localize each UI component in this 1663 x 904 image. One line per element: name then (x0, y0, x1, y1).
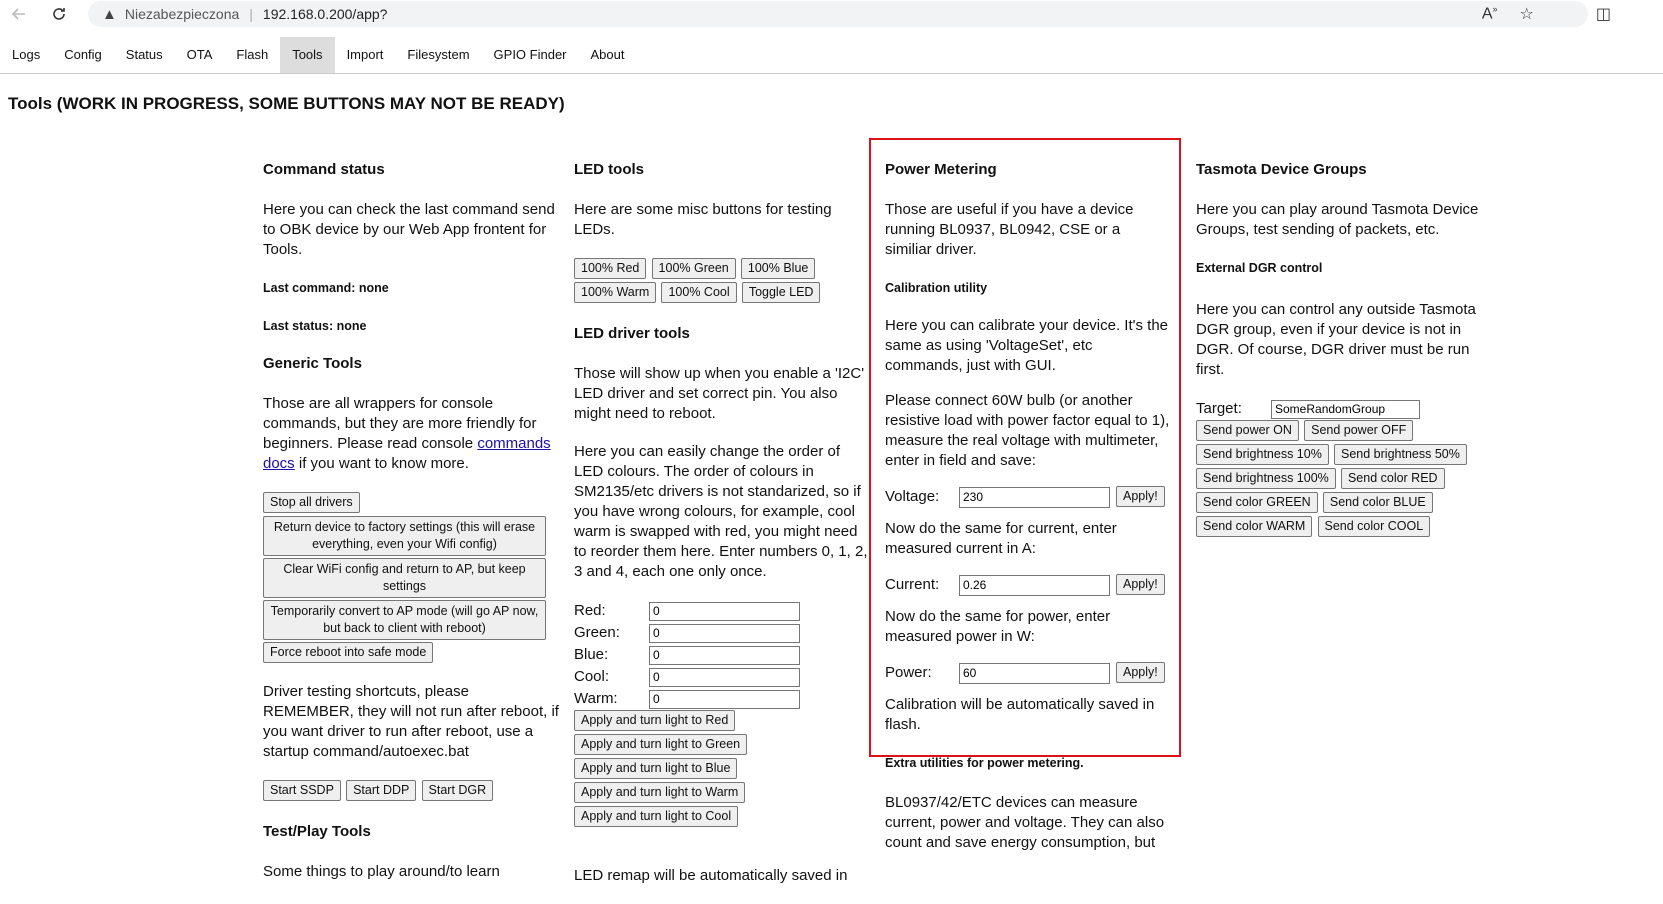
address-bar[interactable] (88, 1, 1588, 27)
led-tools-desc: Here are some misc buttons for testing LEDs. (574, 201, 832, 238)
safe-mode-reboot-button[interactable]: Force reboot into safe mode (263, 642, 433, 663)
start-dgr-button[interactable]: Start DGR (422, 780, 494, 801)
tab-filesystem[interactable]: Filesystem (407, 47, 470, 62)
address-separator: | (249, 6, 253, 22)
power-input[interactable] (959, 663, 1110, 684)
toggle-led-button[interactable]: Toggle LED (742, 282, 821, 303)
led-green-button[interactable]: 100% Green (652, 258, 736, 279)
ap-mode-button[interactable]: Temporarily convert to AP mode (will go AP now, but back to client with reboot) (263, 600, 546, 640)
external-dgr-desc: Here you can control any outside Tasmota DGR group, even if your device is not in DGR. Of course, DGR driver must be run first. (1196, 301, 1476, 378)
factory-reset-button[interactable]: Return device to factory settings (this will erase everything, even your Wifi config) (263, 516, 546, 556)
current-apply-button[interactable]: Apply! (1116, 574, 1165, 595)
voltage-apply-button[interactable]: Apply! (1116, 486, 1165, 507)
led-red-button[interactable]: 100% Red (574, 258, 646, 279)
reload-icon[interactable] (46, 1, 72, 27)
current-input[interactable] (959, 575, 1110, 596)
external-dgr-heading: External DGR control (1196, 261, 1323, 275)
blue-order-input[interactable] (649, 646, 800, 665)
start-ddp-button[interactable]: Start DDP (346, 780, 416, 801)
warm-order-input[interactable] (649, 690, 800, 709)
tab-tools[interactable]: Tools (280, 37, 334, 73)
led-driver-tools-heading: LED driver tools (574, 325, 690, 342)
send-brightness-10-button[interactable]: Send brightness 10% (1196, 444, 1329, 465)
last-command-text: Last command: none (263, 281, 389, 295)
power-desc: Now do the same for power, enter measured power in W: (885, 608, 1111, 645)
start-ssdp-button[interactable]: Start SSDP (263, 780, 341, 801)
send-power-on-button[interactable]: Send power ON (1196, 420, 1299, 441)
generic-tools-desc (263, 394, 559, 474)
apply-green-button[interactable]: Apply and turn light to Green (574, 734, 747, 755)
warm-order-label: Warm: (574, 690, 618, 707)
test-play-heading: Test/Play Tools (263, 823, 371, 840)
green-order-input[interactable] (649, 624, 800, 643)
cool-order-label: Cool: (574, 668, 610, 685)
clear-wifi-button[interactable]: Clear WiFi config and return to AP, but keep settings (263, 558, 546, 598)
blue-order-label: Blue: (574, 646, 609, 663)
led-cool-button[interactable]: 100% Cool (661, 282, 736, 303)
apply-warm-button[interactable]: Apply and turn light to Warm (574, 782, 745, 803)
commands-docs-link[interactable]: commands docs (263, 435, 551, 472)
current-label: Current: (885, 576, 940, 593)
tab-about[interactable]: About (590, 47, 625, 62)
power-metering-desc: Those are useful if you have a device running BL0937, BL0942, CSE or a similiar driver. (885, 201, 1134, 258)
voltage-label: Voltage: (885, 488, 940, 505)
voltage-input[interactable] (959, 487, 1110, 508)
apply-cool-button[interactable]: Apply and turn light to Cool (574, 806, 738, 827)
command-status-column (263, 160, 559, 900)
calibration-saved-note: Calibration will be automatically saved in flash. (885, 696, 1155, 733)
led-driver-desc: Those will show up when you enable a 'I2C' LED driver and set correct pin. You also might need to reboot. (574, 365, 865, 422)
apply-red-button[interactable]: Apply and turn light to Red (574, 710, 735, 731)
page-title: Tools (WORK IN PROGRESS, SOME BUTTONS MAY NOT BE READY) (8, 94, 565, 113)
send-color-red-button[interactable]: Send color RED (1341, 468, 1445, 489)
green-order-label: Green: (574, 624, 620, 641)
tab-ota[interactable]: OTA (186, 47, 213, 62)
tab-config[interactable]: Config (64, 47, 102, 62)
apply-blue-button[interactable]: Apply and turn light to Blue (574, 758, 737, 779)
led-blue-button[interactable]: 100% Blue (741, 258, 815, 279)
extra-utilities-desc: BL0937/42/ETC devices can measure current, power and voltage. They can also count and save energy consumption, but (885, 794, 1165, 851)
red-order-label: Red: (574, 602, 606, 619)
favorite-star-icon[interactable]: ☆ (1519, 6, 1534, 23)
generic-desc-text: Those are all wrappers for console commands, but they are more friendly for beginners. Please read console (263, 395, 537, 452)
led-order-desc: Here you can easily change the order of LED colours. The order of colours in SM2135/etc drivers is not standarized, so if you have wrong colours, for example, cool warm is swapped with red, you might need to reorder them here. Enter numbers 0, 1, 2, 3 and 4, each one only once. (574, 443, 868, 580)
app-tab-bar (0, 37, 1663, 74)
device-groups-desc: Here you can play around Tasmota Device Groups, test sending of packets, etc. (1196, 201, 1479, 238)
driver-testing-desc: Driver testing shortcuts, please REMEMBER, they will not run after reboot, if you want driver to run after reboot, use a startup command/autoexec.bat (263, 683, 559, 760)
generic-tools-heading: Generic Tools (263, 355, 362, 372)
tab-status[interactable]: Status (125, 47, 163, 62)
send-color-blue-button[interactable]: Send color BLUE (1323, 492, 1433, 513)
command-status-heading: Command status (263, 161, 385, 178)
send-brightness-100-button[interactable]: Send brightness 100% (1196, 468, 1336, 489)
read-aloud-icon[interactable]: A» (1481, 4, 1498, 23)
led-warm-button[interactable]: 100% Warm (574, 282, 656, 303)
send-color-warm-button[interactable]: Send color WARM (1196, 516, 1312, 537)
cool-order-input[interactable] (649, 668, 800, 687)
device-groups-heading: Tasmota Device Groups (1196, 161, 1367, 178)
tab-gpio-finder[interactable]: GPIO Finder (493, 47, 567, 62)
power-label: Power: (885, 664, 932, 681)
command-status-desc: Here you can check the last command send to OBK device by our Web App frontent for Tools. (263, 201, 555, 258)
led-tools-heading: LED tools (574, 161, 644, 178)
warning-icon: ▲ (102, 5, 117, 23)
test-play-desc: Some things to play around/to learn (263, 863, 500, 880)
power-apply-button[interactable]: Apply! (1116, 662, 1165, 683)
connect-bulb-desc: Please connect 60W bulb (or another resistive load with power factor equal to 1), measure the real voltage with multimeter, enter in field and save: (885, 392, 1170, 469)
device-groups-column (1196, 160, 1486, 540)
tab-flash[interactable]: Flash (236, 47, 269, 62)
current-desc: Now do the same for current, enter measured current in A: (885, 520, 1117, 557)
red-order-input[interactable] (649, 602, 800, 621)
power-metering-heading: Power Metering (885, 161, 997, 178)
led-tools-column (574, 160, 870, 904)
last-status-text: Last status: none (263, 319, 367, 333)
browser-toolbar (0, 0, 1663, 30)
extra-utilities-heading: Extra utilities for power metering. (885, 756, 1084, 770)
led-order-fields (574, 600, 870, 710)
url-text: 192.168.0.200/app? (262, 6, 388, 22)
send-color-cool-button[interactable]: Send color COOL (1318, 516, 1431, 537)
back-icon[interactable] (6, 1, 32, 27)
led-remap-note: LED remap will be automatically saved in (574, 867, 848, 884)
tab-import[interactable]: Import (346, 47, 384, 62)
power-metering-column (885, 160, 1170, 871)
tab-logs[interactable]: Logs (12, 47, 41, 62)
stop-all-drivers-button[interactable]: Stop all drivers (263, 492, 360, 513)
target-label: Target: (1196, 400, 1242, 417)
calibration-utility-heading: Calibration utility (885, 281, 988, 295)
send-color-green-button[interactable]: Send color GREEN (1196, 492, 1318, 513)
split-screen-icon[interactable]: ◫ (1595, 6, 1611, 23)
send-power-off-button[interactable]: Send power OFF (1304, 420, 1413, 441)
calibration-desc: Here you can calibrate your device. It's the same as using 'VoltageSet', etc commands, just with GUI. (885, 317, 1169, 374)
generic-desc-suffix: if you want to know more. (294, 455, 469, 472)
security-label: Niezabezpieczona (124, 6, 240, 22)
send-brightness-50-button[interactable]: Send brightness 50% (1334, 444, 1467, 465)
target-group-input[interactable] (1271, 400, 1420, 419)
